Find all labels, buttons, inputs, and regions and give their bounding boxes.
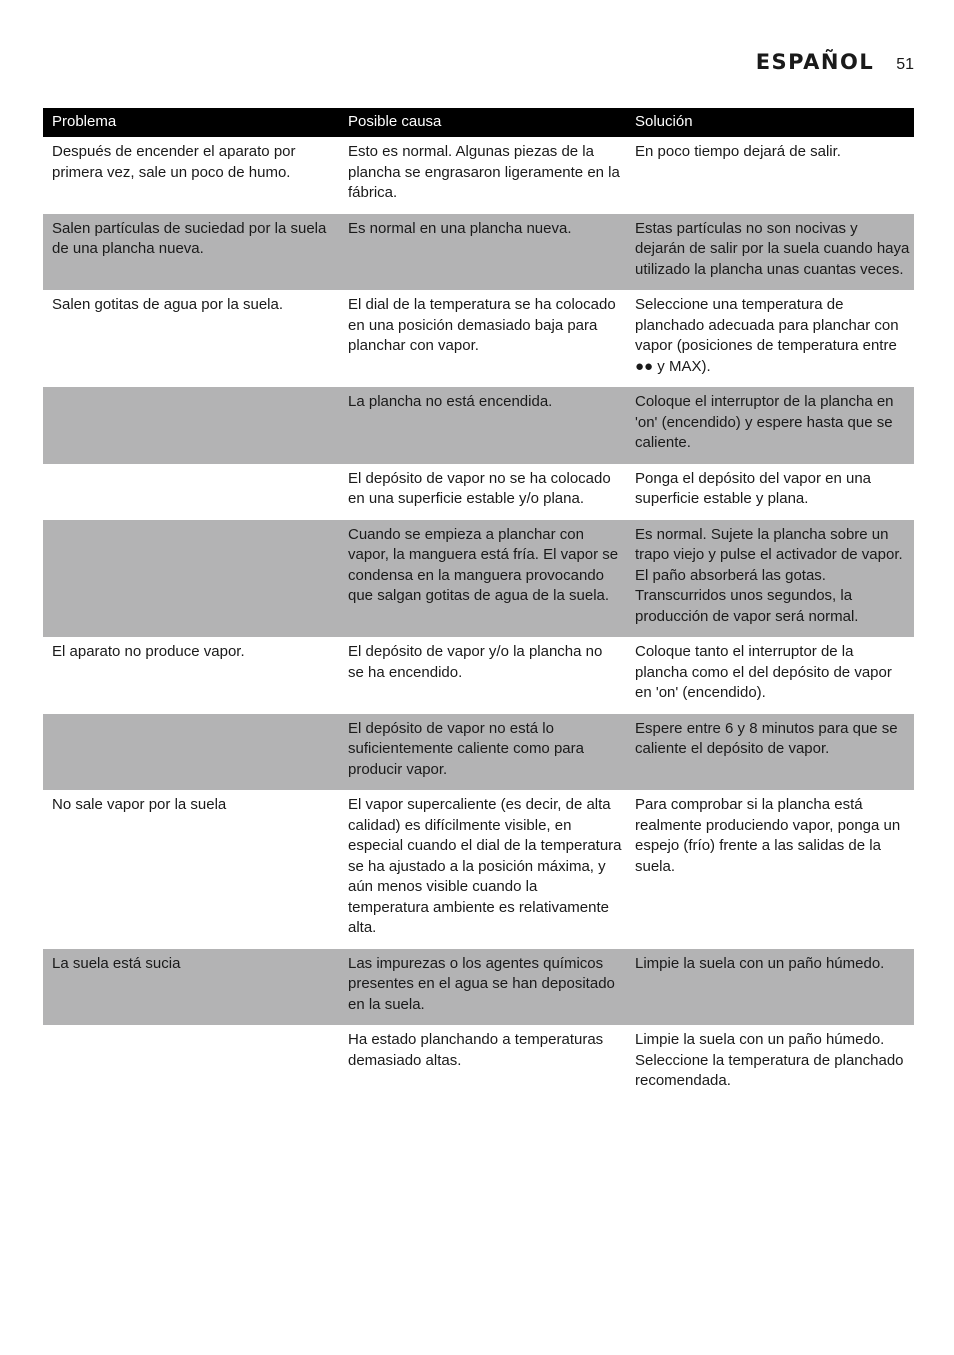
cell-cause: La plancha no está encendida. (339, 387, 626, 464)
table-row (43, 637, 914, 714)
table-row (43, 137, 914, 214)
cell-problem: Después de encender el aparato por primera vez, sale un poco de humo. (52, 143, 296, 181)
cell-solution: Espere entre 6 y 8 minutos para que se caliente el depósito de vapor. (626, 714, 914, 791)
table-header-row (43, 108, 914, 137)
table-row (43, 790, 914, 949)
cell-cause: Es normal en una plancha nueva. (339, 214, 626, 291)
cell-solution: Limpie la suela con un paño húmedo. Seleccione la temperatura de planchado recomendada. (635, 1031, 904, 1089)
cell-solution: Para comprobar si la plancha está realmente produciendo vapor, ponga un espejo (frío) frente a las salidas de la suela. (635, 796, 901, 875)
cell-cause: El vapor supercaliente (es decir, de alta calidad) es difícilmente visible, en especial cuando el dial de la temperatura se ha ajustado a la posición máxima, y aún menos visible cuando la temperatura ambiente es relativamente alta. (348, 796, 622, 936)
language-title: ESPAÑOL (755, 50, 875, 74)
table-row (43, 387, 914, 464)
table-row (43, 464, 914, 520)
cell-cause: El dial de la temperatura se ha colocado en una posición demasiado baja para planchar con vapor. (348, 296, 616, 354)
cell-cause: El depósito de vapor no se ha colocado en una superficie estable y/o plana. (348, 469, 611, 507)
cell-solution: Estas partículas no son nocivas y dejarán de salir por la suela cuando haya utilizado la plancha unas cuantas veces. (626, 214, 914, 291)
cell-problem (43, 387, 339, 464)
cell-problem (43, 1025, 339, 1102)
table-row (43, 949, 914, 1026)
page-number: 51 (896, 56, 914, 73)
table-row (43, 714, 914, 791)
cell-solution: Limpie la suela con un paño húmedo. (626, 949, 914, 1026)
cell-solution: Es normal. Sujete la plancha sobre un trapo viejo y pulse el activador de vapor. El paño absorberá las gotas. Transcurridos unos segundos, la producción de vapor será normal. (626, 520, 914, 638)
cell-solution: En poco tiempo dejará de salir. (635, 143, 841, 160)
cell-solution: Seleccione una temperatura de planchado adecuada para planchar con vapor (posiciones de temperatura entre ●● y MAX). (635, 296, 899, 375)
page-header (756, 50, 914, 74)
cell-cause: Esto es normal. Algunas piezas de la plancha se engrasaron ligeramente en la fábrica. (348, 143, 620, 201)
cell-cause: Las impurezas o los agentes químicos presentes en el agua se han depositado en la suela. (339, 949, 626, 1026)
cell-cause: Cuando se empieza a planchar con vapor, la manguera está fría. El vapor se condensa en la manguera provocando que salgan gotitas de agua de la suela. (339, 520, 626, 638)
cell-problem (43, 464, 339, 520)
column-header-cause: Posible causa (339, 108, 626, 137)
cell-solution: Ponga el depósito del vapor en una superficie estable y plana. (635, 469, 872, 507)
table-row (43, 520, 914, 638)
column-header-problem: Problema (43, 108, 339, 137)
cell-solution: Coloque tanto el interruptor de la plancha como el del depósito de vapor en 'on' (encendido). (635, 643, 892, 701)
table-row (43, 1025, 914, 1102)
cell-problem (43, 714, 339, 791)
table-row (43, 290, 914, 387)
cell-problem: Salen gotitas de agua por la suela. (52, 296, 283, 313)
cell-solution: Coloque el interruptor de la plancha en 'on' (encendido) y espere hasta que se caliente. (626, 387, 914, 464)
column-header-solution: Solución (626, 108, 914, 137)
cell-problem: La suela está sucia (43, 949, 339, 1026)
cell-problem: No sale vapor por la suela (52, 796, 227, 813)
cell-problem (43, 520, 339, 638)
table-row (43, 214, 914, 291)
cell-cause: El depósito de vapor y/o la plancha no se ha encendido. (348, 643, 603, 681)
cell-cause: Ha estado planchando a temperaturas demasiado altas. (348, 1031, 604, 1069)
cell-problem: Salen partículas de suciedad por la suela de una plancha nueva. (43, 214, 339, 291)
cell-problem: El aparato no produce vapor. (52, 643, 245, 660)
troubleshooting-table (43, 108, 914, 1102)
cell-cause: El depósito de vapor no está lo suficientemente caliente como para producir vapor. (339, 714, 626, 791)
